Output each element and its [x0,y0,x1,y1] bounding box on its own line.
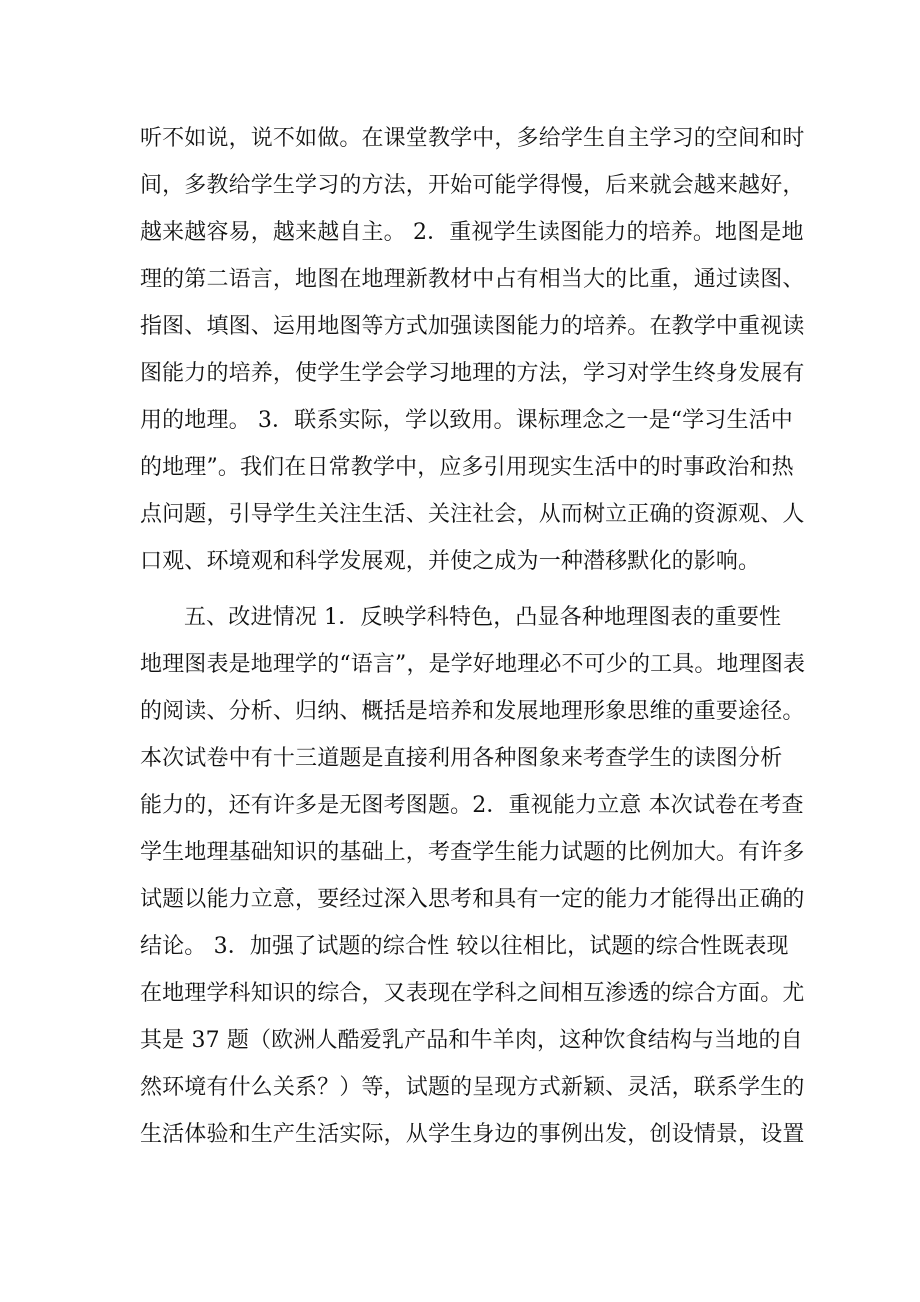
paragraph-2-line-5: 能力的，还有许多是无图考图题。2．重视能力立意 本次试卷在考查 [140,793,804,818]
paragraph-2-line-10: 其是 37 题（欧洲人酷爱乳产品和牛羊肉，这种饮食结构与当地的自 [140,1028,803,1053]
paragraph-2-line-4: 本次试卷中有十三道题是直接利用各种图象来考查学生的读图分析 [140,746,783,771]
paragraph-1-line-2: 间，多教给学生学习的方法，开始可能学得慢，后来就会越来越好， [140,173,805,198]
paragraph-1-line-1: 听不如说，说不如做。在课堂教学中，多给学生自主学习的空间和时 [140,126,805,151]
paragraph-2-line-9: 在地理学科知识的综合，又表现在学科之间相互渗透的综合方面。尤 [140,981,805,1006]
paragraph-2-line-1: 五、改进情况 1．反映学科特色，凸显各种地理图表的重要性 [184,605,782,630]
paragraph-1-line-6: 图能力的培养，使学生学会学习地理的方法，学习对学生终身发展有 [140,361,805,386]
paragraph-2-line-11: 然环境有什么关系？）等，试题的呈现方式新颖、灵活，联系学生的 [140,1075,805,1100]
paragraph-2-line-7: 试题以能力立意，要经过深入思考和具有一定的能力才能得出正确的 [140,887,805,912]
paragraph-1-line-9: 点问题，引导学生关注生活、关注社会，从而树立正确的资源观、人 [140,502,805,527]
paragraph-2-line-8: 结论。 3．加强了试题的综合性 较以往相比，试题的综合性既表现 [140,934,789,959]
paragraph-2-line-2: 地理图表是地理学的“语言”，是学好地理必不可少的工具。地理图表 [140,652,806,677]
paragraph-1-line-10: 口观、环境观和科学发展观，并使之成为一种潜移默化的影响。 [140,549,761,574]
paragraph-1-line-3: 越来越容易，越来越自主。 2．重视学生读图能力的培养。地图是地 [140,220,804,245]
paragraph-2-line-6: 学生地理基础知识的基础上，考查学生能力试题的比例加大。有许多 [140,840,805,865]
paragraph-1-line-5: 指图、填图、运用地图等方式加强读图能力的培养。在教学中重视读 [140,314,805,339]
paragraph-1-line-4: 理的第二语言，地图在地理新教材中占有相当大的比重，通过读图、 [140,267,805,292]
paragraph-1-line-8: 的地理”。我们在日常教学中，应多引用现实生活中的时事政治和热 [140,455,794,480]
paragraph-2-line-3: 的阅读、分析、归纳、概括是培养和发展地理形象思维的重要途径。 [140,699,805,724]
paragraph-1-line-7: 用的地理。 3．联系实际，学以致用。课标理念之一是“学习生活中 [140,408,793,433]
paragraph-2-line-12: 生活体验和生产生活实际，从学生身边的事例出发，创设情景，设置 [140,1122,805,1147]
